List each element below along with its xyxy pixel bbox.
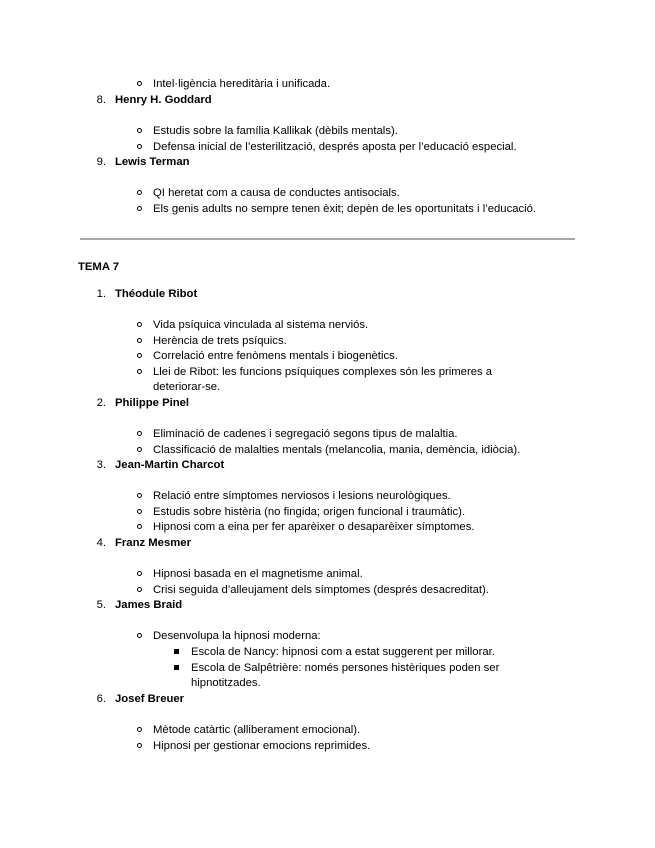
bullet-square-icon [174,649,179,654]
list-item: QI heretat com a causa de conductes antisocials. [153,187,400,199]
list-number: 8. [96,94,106,106]
list-item: Hipnosi com a eina per fer aparèixer o desaparèixer símptomes. [153,521,475,533]
list-number: 5. [96,599,106,611]
list-item: Estudis sobre la família Kallikak (dèbils mentals). [153,125,398,137]
bullet-circle-icon [137,509,142,514]
list-number: 9. [96,156,106,168]
bullet-circle-icon [137,743,142,748]
list-item-continuation: deteriorar-se. [153,381,221,393]
list-item: Correlació entre fenòmens mentals i biogenètics. [153,350,398,362]
list-item: Llei de Ribot: les funcions psíquiques complexes són les primeres a [153,366,493,378]
horizontal-divider [80,238,575,240]
bullet-circle-icon [137,338,142,343]
bullet-circle-icon [137,431,142,436]
list-item: Classificació de malalties mentals (melancolia, mania, demència, idiòcia). [153,444,521,456]
list-item: Defensa inicial de l’esterilització, després aposta per l’educació especial. [153,141,517,153]
person-name-breuer: Josef Breuer [115,693,185,705]
list-item: Crisi seguida d’alleujament dels símptomes (després desacreditat). [153,584,489,596]
person-name-ribot: Théodule Ribot [115,288,198,300]
sub-list-item-continuation: hipnotitzades. [191,677,261,689]
person-name-goddard: Henry H. Goddard [115,94,212,106]
bullet-circle-icon [137,322,142,327]
section-heading: TEMA 7 [78,261,120,273]
person-name-braid: James Braid [115,599,183,611]
bullet-circle-icon [137,190,142,195]
bullet-square-icon [174,665,179,670]
bullet-circle-icon [137,128,142,133]
person-name-mesmer: Franz Mesmer [115,537,191,549]
bullet-circle-icon [137,369,142,374]
bullet-circle-icon [137,493,142,498]
bullet-circle-icon [137,633,142,638]
list-number: 1. [96,288,106,300]
sub-list-item: Escola de Salpêtrière: només persones histèriques poden ser [191,662,500,674]
person-name-charcot: Jean-Martin Charcot [115,459,225,471]
list-number: 2. [96,397,106,409]
bullet-circle-icon [137,81,142,86]
list-item: Estudis sobre histèria (no fingida; origen funcional i traumàtic). [153,506,466,518]
list-item: Intel·ligència hereditària i unificada. [153,78,331,90]
bullet-circle-icon [137,206,142,211]
bullet-circle-icon [137,727,142,732]
person-name-terman: Lewis Terman [115,156,190,168]
list-item: Mètode catàrtic (alliberament emocional). [153,724,361,736]
list-item: Herència de trets psíquics. [153,335,287,347]
bullet-circle-icon [137,571,142,576]
list-item: Eliminació de cadenes i segregació segons tipus de malaltia. [153,428,458,440]
bullet-circle-icon [137,447,142,452]
bullet-circle-icon [137,144,142,149]
bullet-circle-icon [137,587,142,592]
list-item: Vida psíquica vinculada al sistema nerviós. [153,319,369,331]
list-number: 3. [96,459,106,471]
list-item: Hipnosi per gestionar emocions reprimides. [153,740,371,752]
list-item: Hipnosi basada en el magnetisme animal. [153,568,363,580]
list-number: 4. [96,537,106,549]
list-item: Els genis adults no sempre tenen èxit; depèn de les oportunitats i l’educació. [153,203,537,215]
sub-list-item: Escola de Nancy: hipnosi com a estat suggerent per millorar. [191,646,495,658]
list-number: 6. [96,693,106,705]
list-item: Relació entre símptomes nerviosos i lesions neurològiques. [153,490,451,502]
list-item: Desenvolupa la hipnosi moderna: [153,630,321,642]
person-name-pinel: Philippe Pinel [115,397,190,409]
bullet-circle-icon [137,353,142,358]
bullet-circle-icon [137,524,142,529]
